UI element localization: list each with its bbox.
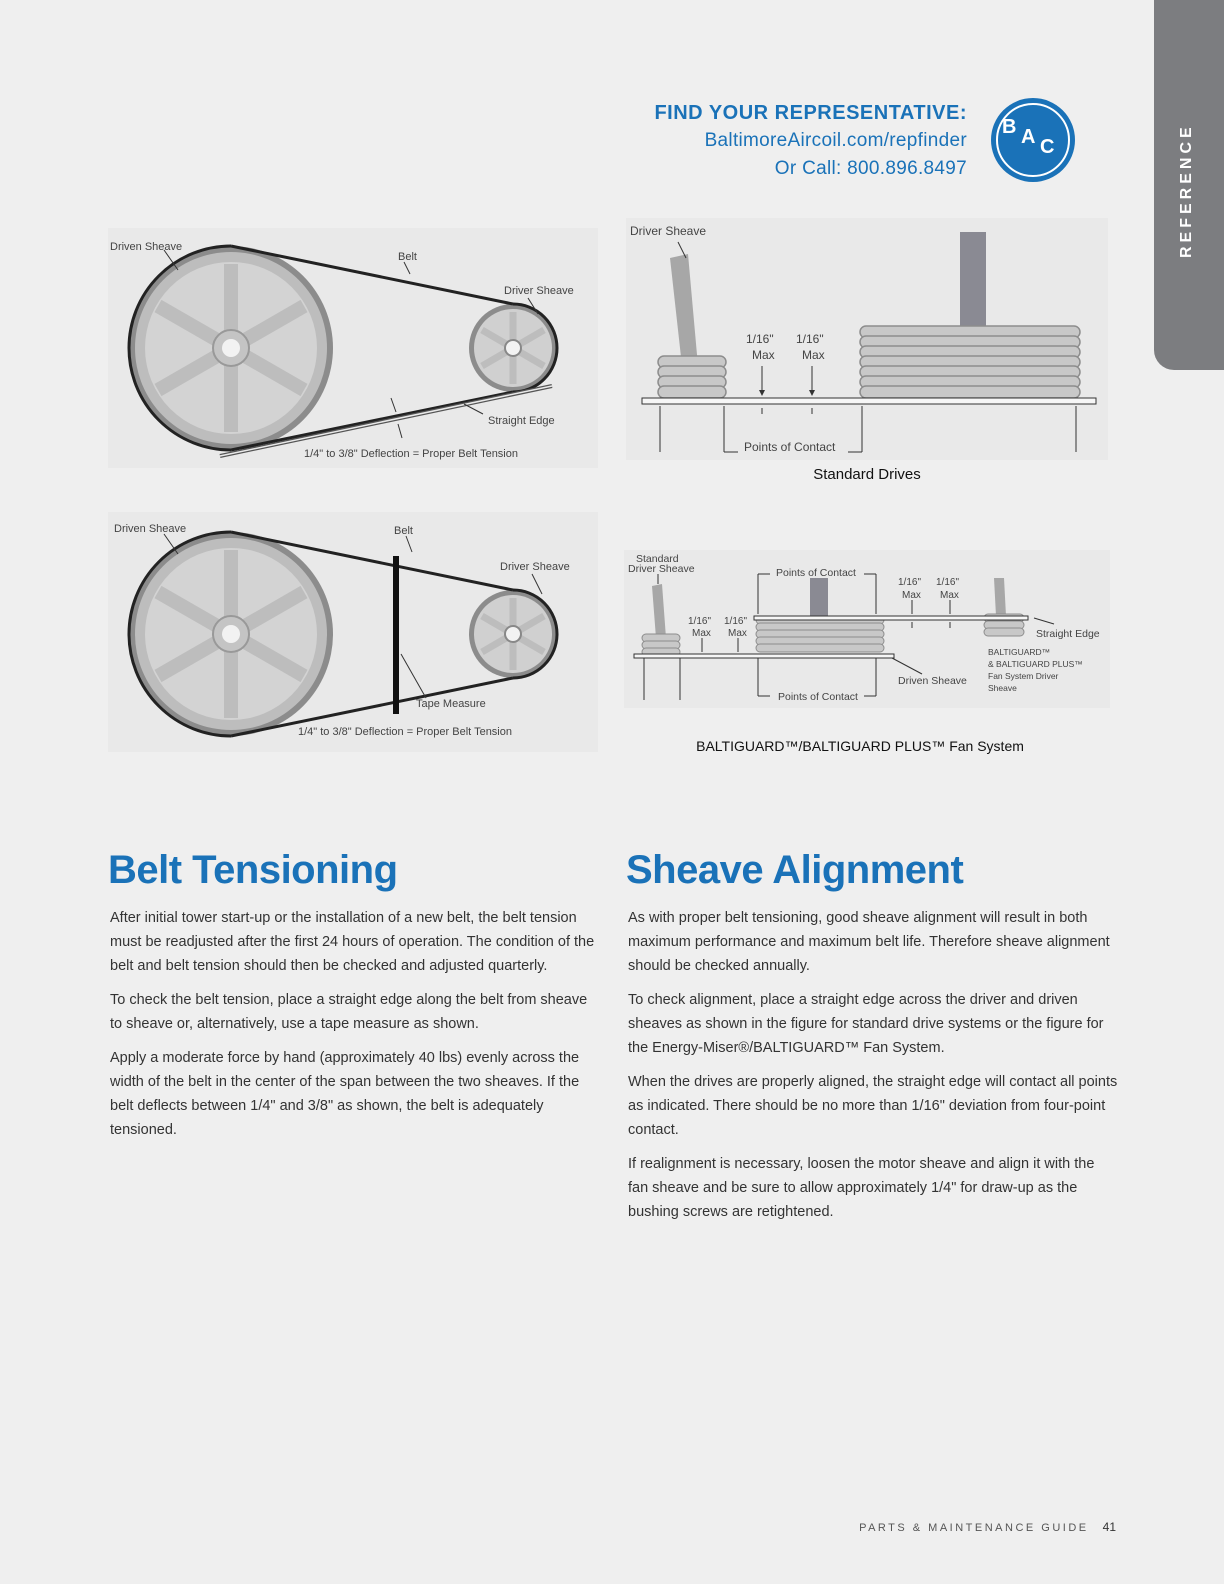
fig4-dim-3: 1/16" — [898, 577, 922, 588]
sheave-alignment-p1: As with proper belt tensioning, good sheave alignment will result in both maximum performance and maximum belt life. Therefore sheave alignment should be checked annually. — [628, 910, 1110, 974]
sheave-alignment-p3: When the drives are properly aligned, the straight edge will contact all points as indicated. There should be no more than 1/16" deviation from four-point contact. — [628, 1074, 1118, 1138]
fig3-dim1-max: Max — [752, 348, 775, 362]
fig4-bg-line4: Sheave — [988, 683, 1017, 693]
rep-url-link[interactable]: BaltimoreAircoil.com/repfinder — [704, 130, 967, 151]
standard-drives-figure — [626, 218, 1108, 460]
fig2-driven-label: Driven Sheave — [114, 523, 187, 535]
fig4-max-1: Max — [692, 628, 711, 639]
fig2-tape-label: Tape Measure — [416, 698, 486, 710]
logo-letter-c: C — [1040, 136, 1055, 158]
sheave-alignment-body — [628, 906, 1118, 1234]
belt-straight-edge-figure — [108, 228, 598, 468]
fig1-driven-label: Driven Sheave — [110, 241, 183, 253]
sheave-alignment-heading: Sheave Alignment — [626, 848, 964, 892]
fig1-driver-label: Driver Sheave — [504, 285, 574, 297]
fig4-dim-2: 1/16" — [724, 616, 748, 627]
fig1-belt-label: Belt — [398, 251, 417, 263]
fig2-belt-label: Belt — [394, 525, 413, 537]
fig4-driven-label: Driven Sheave — [898, 675, 967, 687]
fig2-deflection-label: 1/4" to 3/8" Deflection = Proper Belt Tension — [298, 726, 512, 738]
belt-tensioning-p2: To check the belt tension, place a straight edge along the belt from sheave to sheave or, alternatively, use a tape measure as shown. — [110, 992, 588, 1032]
fig4-dim-4: 1/16" — [936, 577, 960, 588]
logo-letter-b: B — [1002, 116, 1017, 138]
baltiguard-figure — [624, 550, 1110, 708]
fig4-straight-edge-label: Straight Edge — [1036, 628, 1100, 640]
belt-tensioning-p1: After initial tower start-up or the installation of a new belt, the belt tension must be readjusted after the first 24 hours of operation. The condition of the belt and belt tension should then be checked and adjusted quarterly. — [110, 910, 595, 974]
fig4-dim-1: 1/16" — [688, 616, 712, 627]
fig4-max-4: Max — [940, 590, 959, 601]
page-number: 41 — [1102, 1520, 1116, 1534]
footer-guide-name: PARTS & MAINTENANCE GUIDE — [859, 1522, 1089, 1534]
baltiguard-caption: BALTIGUARD™/BALTIGUARD PLUS™ Fan System — [696, 738, 1024, 754]
belt-tape-measure-figure — [108, 512, 598, 752]
reference-tab — [1154, 0, 1224, 370]
rep-phone: Or Call: 800.896.8497 — [774, 158, 967, 179]
representative-block — [654, 99, 967, 183]
fig4-max-2: Max — [728, 628, 747, 639]
fig4-contact-bottom: Points of Contact — [778, 691, 858, 703]
standard-drives-caption: Standard Drives — [813, 466, 921, 483]
fig3-dim2-max: Max — [802, 348, 825, 362]
belt-tensioning-body — [110, 906, 600, 1152]
bac-logo — [991, 98, 1075, 182]
fig1-straight-edge-label: Straight Edge — [488, 415, 555, 427]
fig3-dim1: 1/16" — [746, 332, 774, 346]
fig4-max-3: Max — [902, 590, 921, 601]
belt-tensioning-heading: Belt Tensioning — [108, 848, 398, 892]
sheave-alignment-p2: To check alignment, place a straight edge across the driver and driven sheaves as shown in the figure for standard drive systems or the figure for the Energy-Miser®/BALTIGUARD™ Fan System. — [628, 992, 1104, 1056]
fig4-bg-line3: Fan System Driver — [988, 671, 1059, 681]
fig4-std-driver-2: Driver Sheave — [628, 563, 695, 575]
fig4-contact-top: Points of Contact — [776, 567, 856, 579]
page-footer — [859, 1520, 1116, 1534]
rep-title: FIND YOUR REPRESENTATIVE: — [654, 102, 967, 124]
fig3-dim2: 1/16" — [796, 332, 824, 346]
fig4-bg-line1: BALTIGUARD™ — [988, 647, 1051, 657]
reference-tab-label: REFERENCE — [1178, 123, 1195, 258]
belt-tensioning-p3: Apply a moderate force by hand (approximately 40 lbs) evenly across the width of the belt in the center of the span between the two sheaves. If the belt deflects between 1/4" and 3/8" as shown, the belt is adequately tensioned. — [110, 1050, 580, 1138]
sheave-alignment-p4: If realignment is necessary, loosen the motor sheave and align it with the fan sheave and be sure to allow approximately 1/4" for draw-up as the bushing screws are retightened. — [628, 1156, 1095, 1220]
logo-letter-a: A — [1021, 126, 1036, 148]
fig2-driver-label: Driver Sheave — [500, 561, 570, 573]
fig3-driver-label: Driver Sheave — [630, 224, 707, 238]
fig4-std-driver-1: Standard — [636, 553, 679, 565]
fig3-contact-label: Points of Contact — [744, 440, 836, 454]
fig1-deflection-label: 1/4" to 3/8" Deflection = Proper Belt Tension — [304, 448, 518, 460]
fig4-bg-line2: & BALTIGUARD PLUS™ — [988, 659, 1083, 669]
